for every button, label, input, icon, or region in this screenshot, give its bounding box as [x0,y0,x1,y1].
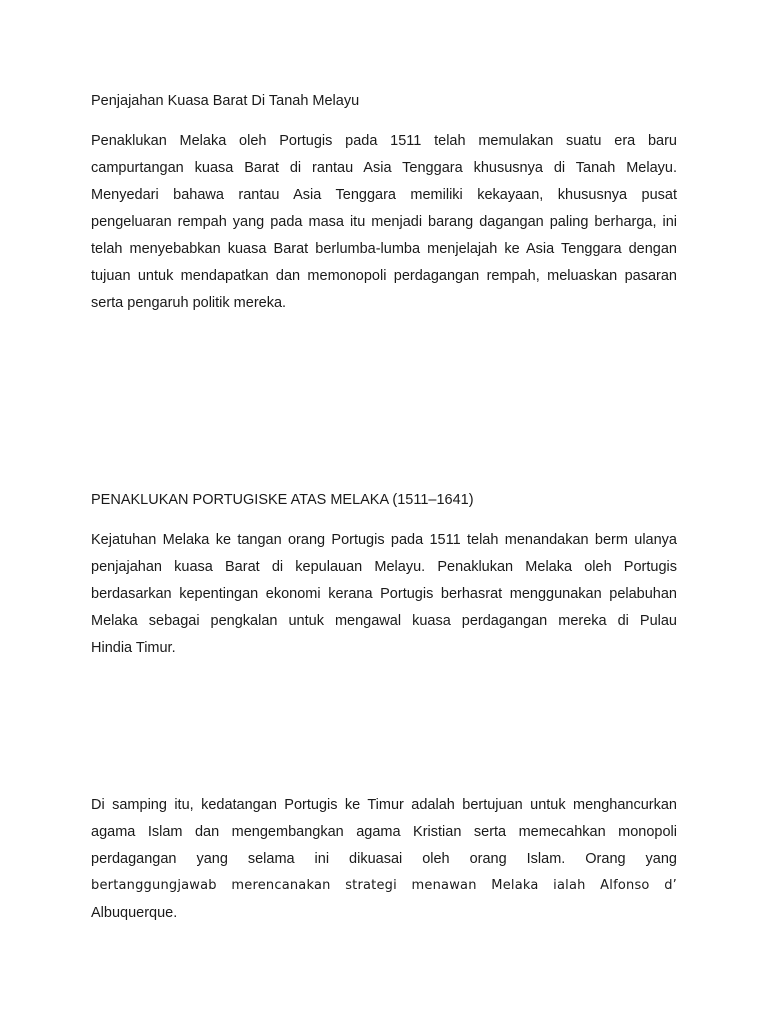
paragraph-1-line: tujuan untuk mendapatkan dan memonopoli perdagangan rempah, meluaskan pasaran [91,268,677,284]
paragraph-3-line: bertanggungjawab merencanakan strategi menawan Melaka ialah Alfonso d’ [91,878,677,893]
paragraph-1-line: Penaklukan Melaka oleh Portugis pada 1511 telah memulakan suatu era baru [91,133,677,149]
document-title: Penjajahan Kuasa Barat Di Tanah Melayu [91,93,360,109]
paragraph-2-line: penjajahan kuasa Barat di kepulauan Melayu. Penaklukan Melaka oleh Portugis [91,559,677,575]
paragraph-1-line: telah menyebabkan kuasa Barat berlumba-lumba menjelajah ke Asia Tenggara dengan [91,241,677,257]
paragraph-1-line: Menyedari bahawa rantau Asia Tenggara memiliki kekayaan, khususnya pusat [91,187,677,203]
paragraph-3-line: agama Islam dan mengembangkan agama Kristian serta memecahkan monopoli [91,824,677,840]
paragraph-2-line: Hindia Timur. [91,640,176,656]
paragraph-1-line: serta pengaruh politik mereka. [91,295,287,311]
paragraph-3 [91,796,677,931]
section-heading: PENAKLUKAN PORTUGISKE ATAS MELAKA (1511–1641) [91,492,474,508]
paragraph-1-line: campurtangan kuasa Barat di rantau Asia Tenggara khususnya di Tanah Melayu. [91,160,677,176]
paragraph-3-line: perdagangan yang selama ini dikuasai oleh orang Islam. Orang yang [91,851,677,867]
paragraph-2 [91,531,677,666]
paragraph-3-line: Albuquerque. [91,905,178,921]
paragraph-2-line: berdasarkan kepentingan ekonomi kerana Portugis berhasrat menggunakan pelabuhan [91,586,677,602]
paragraph-1 [91,132,677,321]
paragraph-1-line: pengeluaran rempah yang pada masa itu menjadi barang dagangan paling berharga, ini [91,214,677,230]
paragraph-2-line: Melaka sebagai pengkalan untuk mengawal kuasa perdagangan mereka di Pulau [91,613,677,629]
paragraph-3-line: Di samping itu, kedatangan Portugis ke Timur adalah bertujuan untuk menghancurkan [91,797,677,813]
paragraph-2-line: Kejatuhan Melaka ke tangan orang Portugis pada 1511 telah menandakan berm ulanya [91,532,677,548]
